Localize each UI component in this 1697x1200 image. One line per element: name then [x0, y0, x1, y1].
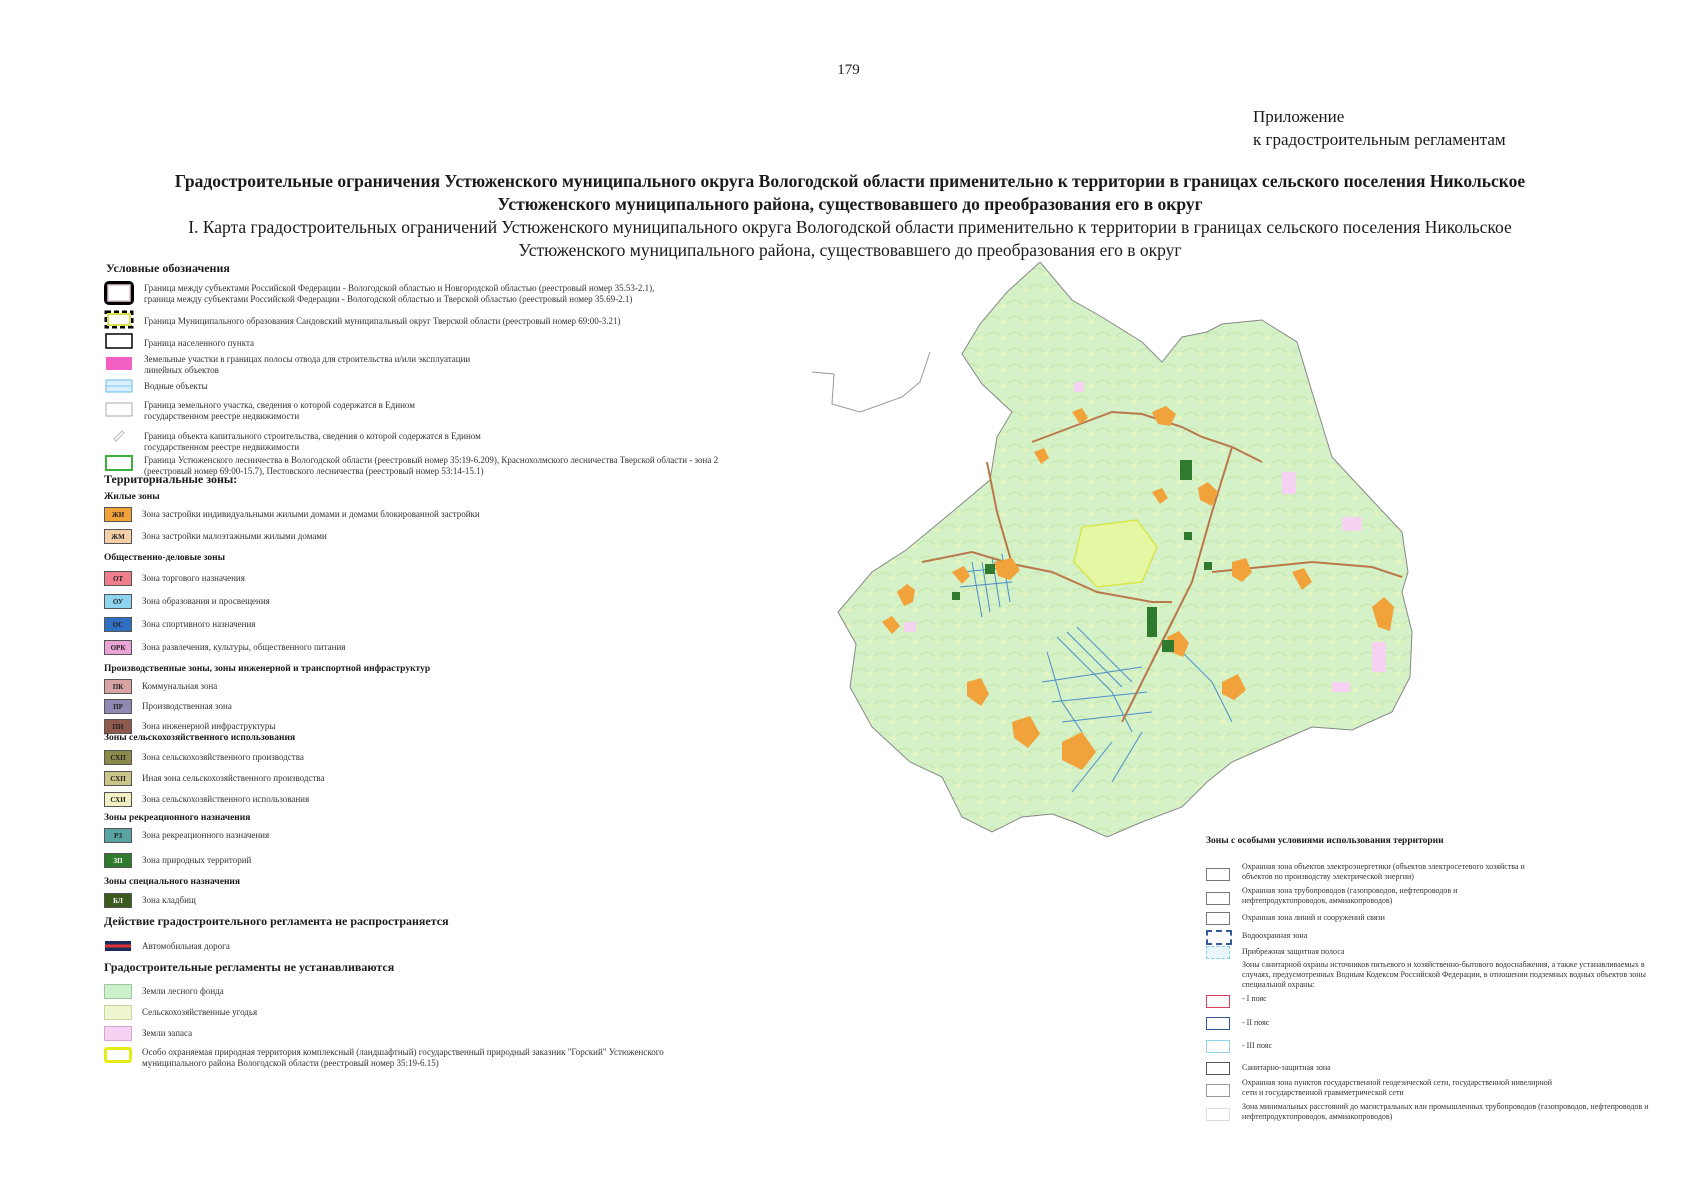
territorial-zones-title: Территориальные зоны: — [104, 472, 238, 486]
special-zone-10 — [1206, 1062, 1242, 1075]
legend-item-zp — [104, 853, 744, 868]
special-zone-label-1: Охранная зона объектов электроэнергетики (объектов электросетевого хозяйства и объектов по производству электрической энергии) — [1242, 862, 1525, 881]
special-zone-label-9: - III пояс — [1242, 1041, 1273, 1050]
appendix-line-2: к градостроительным регламентам — [1253, 130, 1506, 149]
special-zone-label-3: Охранная зона линий и сооружений связи — [1242, 913, 1385, 922]
special-zone-2 — [1206, 892, 1242, 905]
legend-item-label: Зона спортивного назначения — [142, 619, 256, 629]
legend-item-label: Зона застройки малоэтажными жилыми домами — [142, 531, 327, 541]
subtitle-line-1: I. Карта градостроительных ограничений Устюженского муниципального округа Вологодской области применительно к территории в границах сельского поселения Никольское — [188, 217, 1512, 237]
swatch-agri-land — [104, 1005, 132, 1020]
special-zone-swatch — [1206, 1084, 1230, 1097]
title-line-2: Устюженского муниципального района, существовавшего до преобразования его в округ — [497, 194, 1203, 214]
swatch-ot: ОТ — [104, 571, 132, 586]
legend-item-protected — [104, 1047, 744, 1069]
legend-item-shp — [104, 750, 744, 765]
legend-item-label: Земли запаса — [142, 1028, 193, 1038]
page-number: 179 — [837, 62, 860, 78]
appendix-label — [1253, 105, 1506, 151]
special-zone-4 — [1206, 930, 1244, 945]
legend-item-agri-land — [104, 1005, 744, 1020]
special-zone-label-12: Зона минимальных расстояний до магистральных или промышленных трубопроводов (газопроводов, нефтепроводов и нефтепродуктопроводов, аммиакопроводов) — [1242, 1102, 1649, 1121]
legend-border-9: Граница Устюженского лесничества в Вологодской области (реестровый номер 35:19-6.209), Краснохолмского лесничества Тверской области - зона 2 (реестровый номер 69:00-15.7), Пестовского лесничества (реестровый номер 53:14-15.1) — [144, 455, 719, 476]
legend-title: Условные обозначения — [106, 261, 230, 275]
legend-item-rz — [104, 828, 744, 843]
special-zone-label-4: Водоохранная зона — [1242, 931, 1308, 940]
special-zone-swatch — [1206, 946, 1230, 959]
special-zone-7 — [1206, 995, 1242, 1008]
special-zone-5 — [1206, 946, 1242, 959]
legend-item-label: Производственная зона — [142, 701, 232, 711]
road-symbol — [104, 939, 132, 953]
appendix-line-1: Приложение — [1253, 107, 1345, 126]
swatch-ou: ОУ — [104, 594, 132, 609]
industrial-title: Производственные зоны, зоны инженерной и транспортной инфраструктур — [104, 664, 431, 674]
title-line-1: Градостроительные ограничения Устюженского муниципального округа Вологодской области применительно к территории в границах сельского поселения Никольское — [174, 171, 1526, 191]
legend-item-label: Земли лесного фонда — [142, 986, 224, 996]
special-zone-11 — [1206, 1084, 1242, 1097]
legend-item-ot — [104, 571, 744, 586]
swatch-shp-other: СХП — [104, 771, 132, 786]
legend-item-pr — [104, 699, 744, 714]
residential-title: Жилые зоны — [104, 492, 160, 502]
legend-item-shi — [104, 792, 744, 807]
special-zone-9 — [1206, 1040, 1242, 1053]
swatch-zhi: ЖИ — [104, 507, 132, 522]
agri-title: Зоны сельскохозяйственного использования — [104, 733, 296, 743]
swatch-pk: ПК — [104, 679, 132, 694]
legend-item-reserve — [104, 1026, 744, 1041]
special-zone-label-6: Зоны санитарной охраны источников питьевого и хозяйственно-бытового водоснабжения, а также устанавливаемых в случаях, предусмотренных Водным Кодексом Российской Федерации, в отношении подземных водных объектов зоны специальной охраны: — [1242, 960, 1646, 989]
not-established-title: Градостроительные регламенты не устанавливаются — [104, 960, 395, 974]
special-zone-swatch — [1206, 868, 1230, 881]
legend-item-forest — [104, 984, 744, 999]
special-zone-swatch — [1206, 995, 1230, 1008]
territory-map[interactable] — [812, 262, 1512, 882]
legend-item-label: Иная зона сельскохозяйственного производства — [142, 773, 325, 783]
special-zone-3 — [1206, 912, 1242, 925]
border-symbols — [104, 279, 134, 475]
legend-item-label: Автомобильная дорога — [142, 940, 230, 951]
legend-item-label: Зона инженерной инфраструктуры — [142, 721, 276, 731]
western-boundary-line — [812, 352, 930, 412]
special-zone-8 — [1206, 1017, 1242, 1030]
recreation-title: Зоны рекреационного назначения — [104, 813, 251, 823]
special-zone-label-10: Санитарно-защитная зона — [1242, 1063, 1331, 1072]
legend-item-zhi — [104, 507, 744, 522]
legend-item-road — [104, 939, 744, 953]
special-zone-swatch — [1206, 1108, 1230, 1121]
special-zone-label-5: Прибрежная защитная полоса — [1242, 947, 1345, 956]
legend-item-pi — [104, 719, 744, 734]
swatch-protected — [104, 1047, 132, 1063]
no-regulation-title: Действие градостроительного регламента не распространяется — [104, 914, 449, 928]
business-title: Общественно-деловые зоны — [104, 553, 225, 563]
swatch-zhm: ЖМ — [104, 529, 132, 544]
special-zone-label-7: - I пояс — [1242, 994, 1267, 1003]
legend-item-label: Зона сельскохозяйственного использования — [142, 794, 310, 804]
swatch-zp: ЗП — [104, 853, 132, 868]
legend-item-label: Зона кладбищ — [142, 895, 196, 905]
swatch-reserve — [104, 1026, 132, 1041]
special-zone-swatch — [1206, 1040, 1230, 1053]
special-zone-swatch — [1206, 1017, 1230, 1030]
swatch-pi: ПИ — [104, 719, 132, 734]
special-zone-label-2: Охранная зона трубопроводов (газопроводов, нефтепроводов и нефтепродуктопроводов, аммиакопроводов) — [1242, 886, 1458, 905]
legend-item-os — [104, 617, 744, 632]
legend-border-8: Граница объекта капитального строительства, сведения о которой содержатся в Едином государственном реестре недвижимости — [144, 431, 481, 452]
legend-item-pk — [104, 679, 744, 694]
legend-border-2: граница между субъектами Российской Федерации - Вологодской областью и Тверской областью (реестровый номер 35.69-2.1) — [144, 294, 633, 304]
legend-item-label: Сельскохозяйственные угодья — [142, 1007, 258, 1017]
special-zone-swatch — [1206, 1062, 1230, 1075]
swatch-bl: БЛ — [104, 893, 132, 908]
special-zone-label-11: Охранная зона пунктов государственной геодезической сети, государственной нивелирной сети и государственной гравиметрической сети — [1242, 1078, 1553, 1097]
swatch-ork: ОРК — [104, 640, 132, 655]
swatch-os: ОС — [104, 617, 132, 632]
legend-item-ork — [104, 640, 744, 655]
legend — [104, 261, 744, 1069]
special-zone-label-8: - II пояс — [1242, 1018, 1270, 1027]
document-title — [40, 170, 1660, 216]
legend-item-label: Зона рекреационного назначения — [142, 830, 270, 840]
legend-item-bl — [104, 893, 744, 908]
special-zones-legend — [1206, 836, 1666, 1162]
swatch-forest — [104, 984, 132, 999]
legend-item-label: Зона сельскохозяйственного производства — [142, 752, 304, 762]
special-zones-title: Зоны с особыми условиями использования территории — [1206, 836, 1444, 846]
special-zone-12 — [1206, 1108, 1242, 1121]
subtitle-line-2: Устюженского муниципального района, существовавшего до преобразования его в округ — [518, 240, 1182, 260]
legend-item-label: Особо охраняемая природная территория комплексный (ландшафтный) государственный природный заказник "Горский" Устюженского муниципального района Вологодской области (реестровый номер 35:19-6.15) — [142, 1047, 664, 1068]
special-zone-swatch — [1206, 930, 1232, 945]
swatch-pr: ПР — [104, 699, 132, 714]
swatch-shp: СХП — [104, 750, 132, 765]
legend-item-label: Зона застройки индивидуальными жилыми домами и домами блокированной застройки — [142, 509, 480, 519]
legend-item-label: Зона образования и просвещения — [142, 596, 270, 606]
swatch-rz: РЗ — [104, 828, 132, 843]
legend-item-zhm — [104, 529, 744, 544]
legend-border-6: Водные объекты — [144, 381, 208, 391]
legend-item-label: Коммунальная зона — [142, 681, 218, 691]
legend-border-5: Земельные участки в границах полосы отвода для строительства и/или эксплуатации линейных объектов — [144, 354, 471, 375]
legend-border-7: Граница земельного участка, сведения о которой содержатся в Едином государственном реестре недвижимости — [144, 400, 415, 421]
special-zone-swatch — [1206, 912, 1230, 925]
legend-item-shp-other — [104, 771, 744, 786]
legend-border-3: Граница Муниципального образования Сандовский муниципальный округ Тверской области (реестровый номер 69:00-3.21) — [144, 316, 621, 326]
legend-border-1: Граница между субъектами Российской Федерации - Вологодской областью и Новгородской областью (реестровый номер 35.53-2.1), — [144, 283, 655, 293]
special-zone-1 — [1206, 868, 1242, 881]
map-subtitle — [40, 216, 1660, 262]
legend-border-4: Граница населенного пункта — [144, 338, 254, 348]
legend-item-label: Зона торгового назначения — [142, 573, 245, 583]
legend-item-ou — [104, 594, 744, 609]
special-title: Зоны специального назначения — [104, 877, 241, 887]
swatch-shi: СХИ — [104, 792, 132, 807]
special-zone-swatch — [1206, 892, 1230, 905]
legend-item-label: Зона развлечения, культуры, общественного питания — [142, 642, 346, 652]
legend-item-label: Зона природных территорий — [142, 855, 252, 865]
